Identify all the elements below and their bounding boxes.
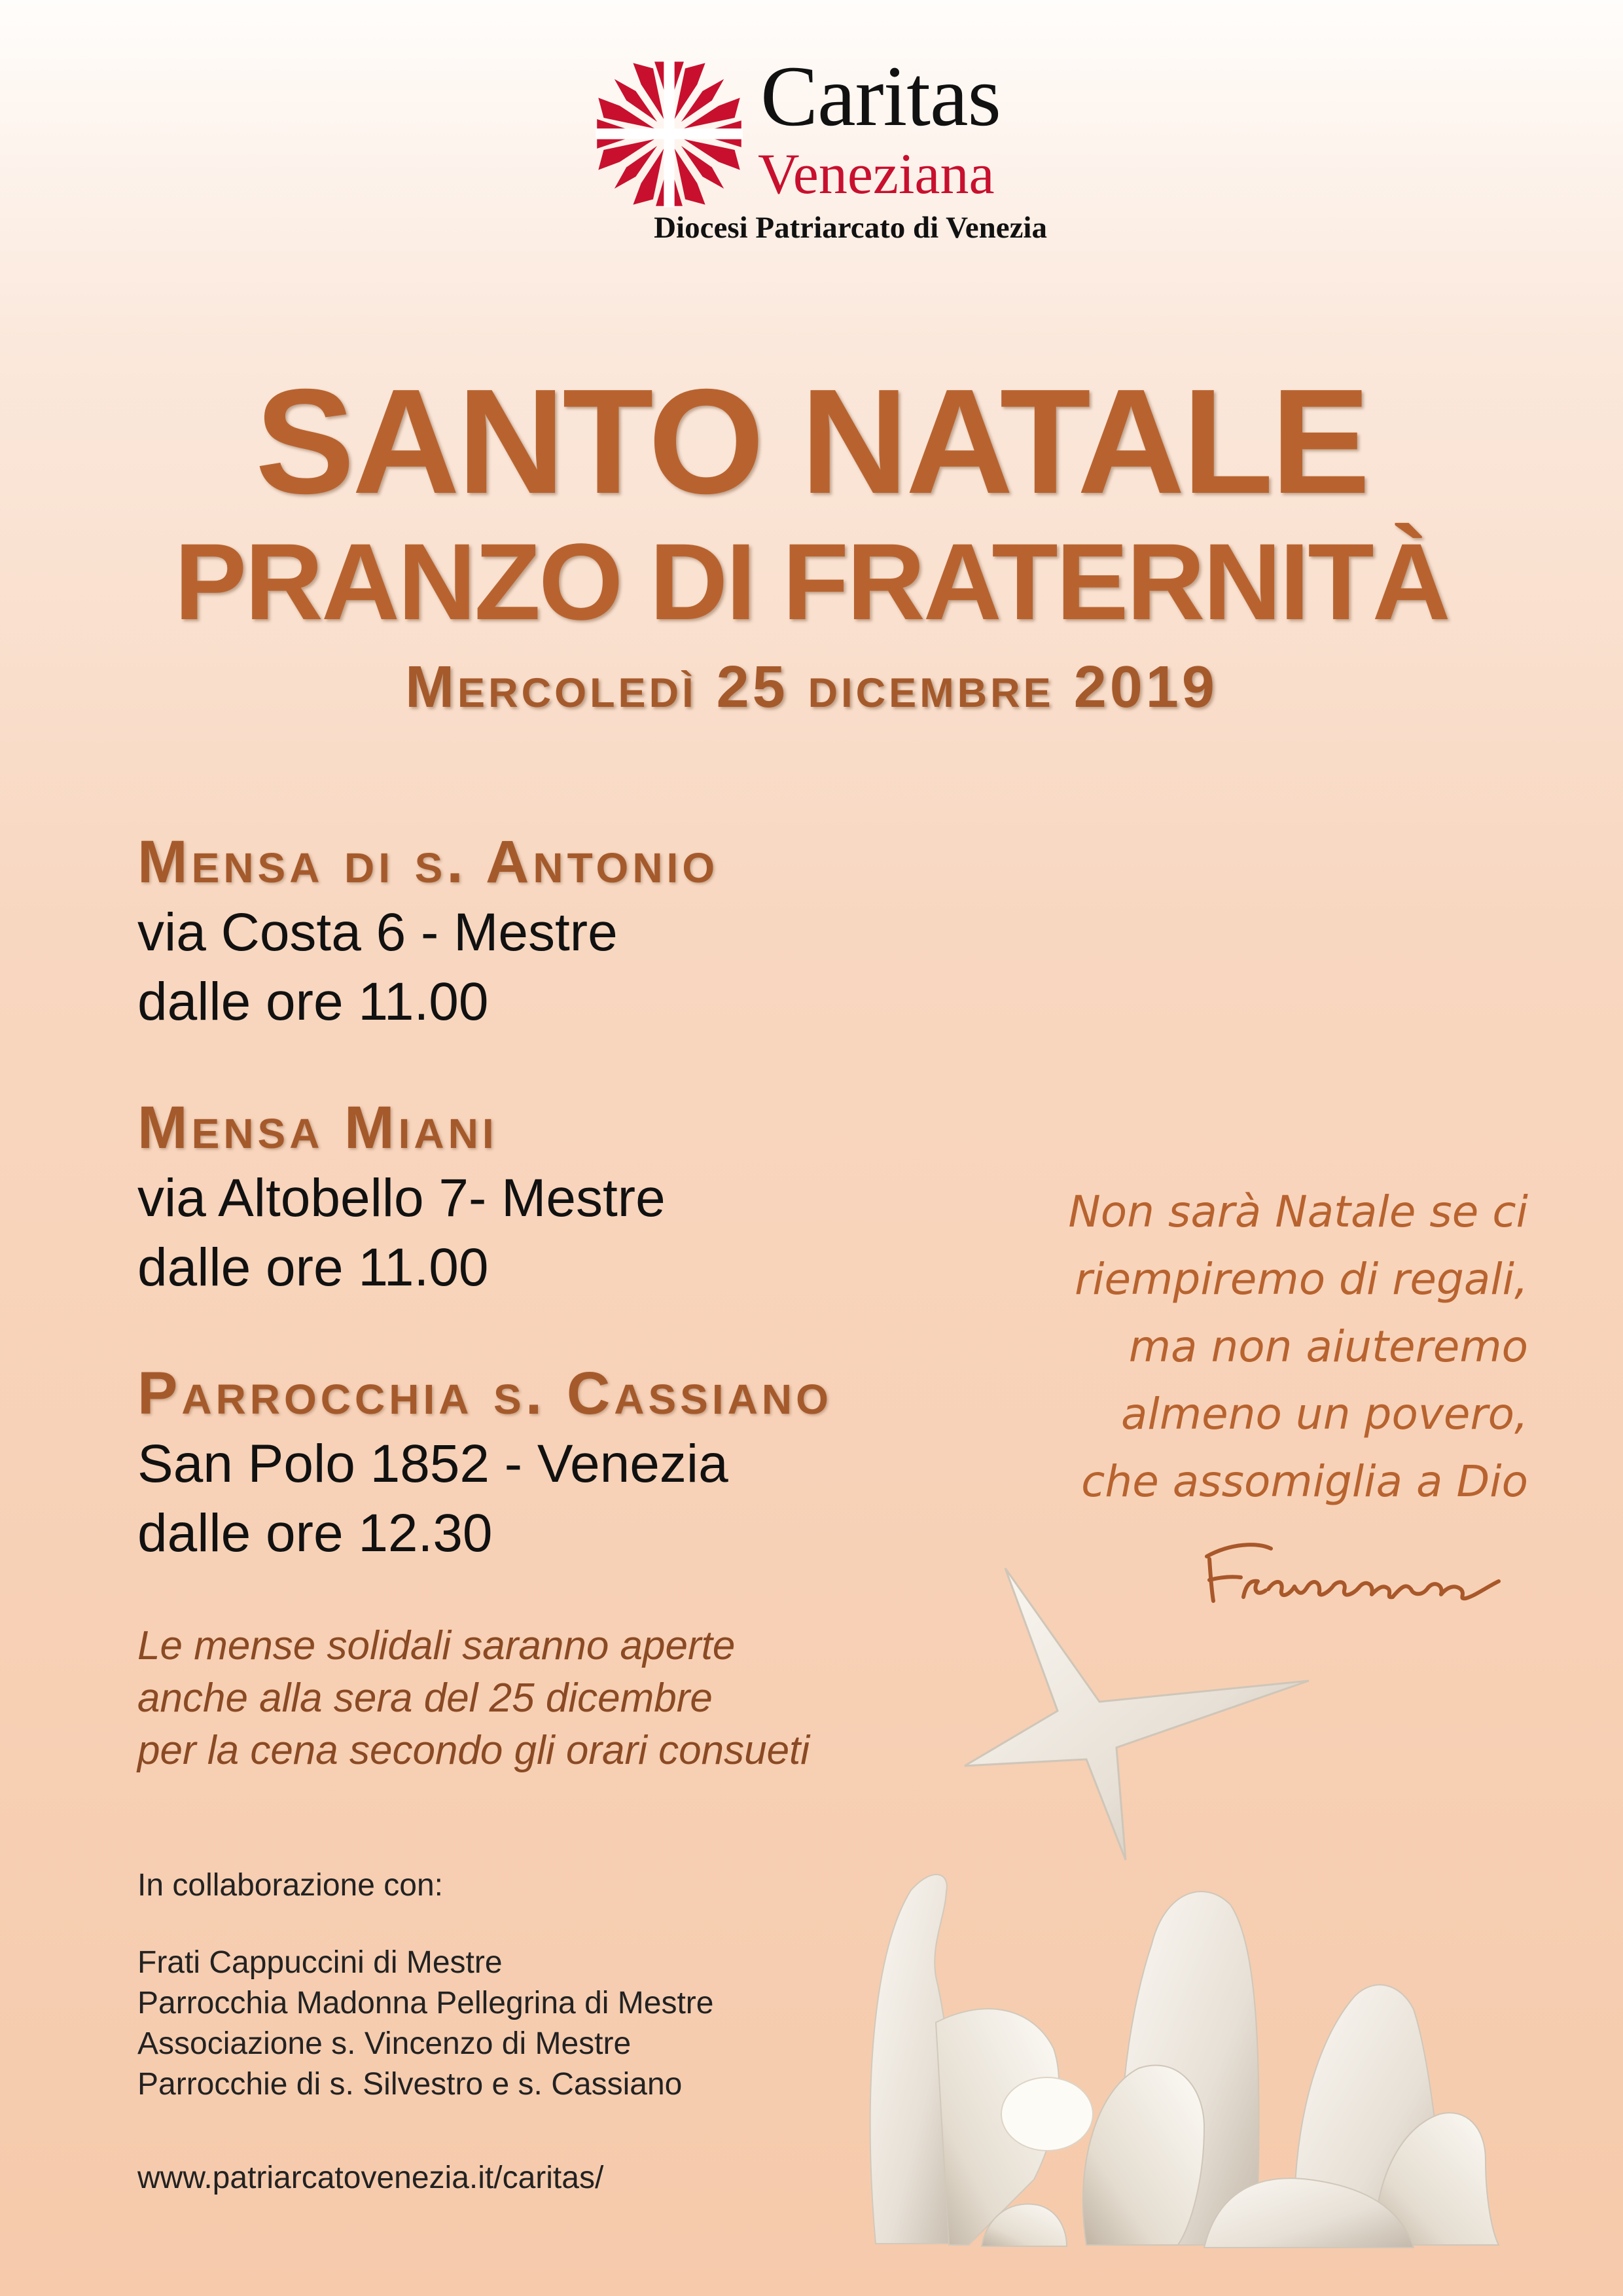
quote-line: Non sarà Natale se ci xyxy=(1068,1187,1528,1237)
quote-line: ma non aiuteremo xyxy=(1128,1321,1528,1372)
location-address: San Polo 1852 - Venezia xyxy=(137,1434,728,1494)
logo-subname: Veneziana xyxy=(758,143,995,206)
partner-item: Parrocchie di s. Silvestro e s. Cassiano xyxy=(137,2067,683,2102)
note-line: anche alla sera del 25 dicembre xyxy=(137,1676,713,1721)
location-address: via Altobello 7- Mestre xyxy=(137,1168,666,1228)
quote-line: che assomiglia a Dio xyxy=(1081,1456,1528,1507)
logo-name: Caritas xyxy=(760,48,1001,144)
collaboration-section xyxy=(137,1865,713,2105)
logo-diocese: Diocesi Patriarcato di Venezia xyxy=(654,211,1047,245)
evening-note xyxy=(137,1620,810,1777)
location-block xyxy=(137,1357,988,1568)
location-block xyxy=(137,1092,988,1302)
location-name: Mensa di s. Antonio xyxy=(137,829,719,895)
partner-item: Parrocchia Madonna Pellegrina di Mestre xyxy=(137,1986,714,2020)
note-line: per la cena secondo gli orari consueti xyxy=(137,1728,810,1773)
location-time: dalle ore 11.00 xyxy=(137,1238,489,1297)
location-name: Parrocchia s. Cassiano xyxy=(137,1360,832,1427)
main-title: SANTO NATALE xyxy=(255,359,1368,525)
location-name: Mensa Miani xyxy=(137,1094,498,1161)
location-time: dalle ore 12.30 xyxy=(137,1503,493,1563)
event-subtitle: PRANZO DI FRATERNITÀ xyxy=(174,522,1449,643)
location-time: dalle ore 11.00 xyxy=(137,972,489,1031)
caritas-cross-icon xyxy=(589,54,749,214)
caritas-logo xyxy=(589,47,1047,243)
event-date: Mercoledì 25 dicembre 2019 xyxy=(405,655,1218,720)
quote-line: riempiremo di regali, xyxy=(1075,1254,1528,1304)
collaboration-title: In collaborazione con: xyxy=(137,1868,443,1903)
pope-quote xyxy=(939,1178,1528,1515)
quote-line: almeno un povero, xyxy=(1121,1389,1528,1439)
location-block xyxy=(137,826,988,1037)
location-address: via Costa 6 - Mestre xyxy=(137,903,618,962)
partner-item: Frati Cappuccini di Mestre xyxy=(137,1945,503,1980)
website-link[interactable]: www.patriarcatovenezia.it/caritas/ xyxy=(137,2161,604,2195)
partner-item: Associazione s. Vincenzo di Mestre xyxy=(137,2026,632,2061)
note-line: Le mense solidali saranno aperte xyxy=(137,1623,736,1668)
nativity-scene-image xyxy=(838,1551,1558,2265)
